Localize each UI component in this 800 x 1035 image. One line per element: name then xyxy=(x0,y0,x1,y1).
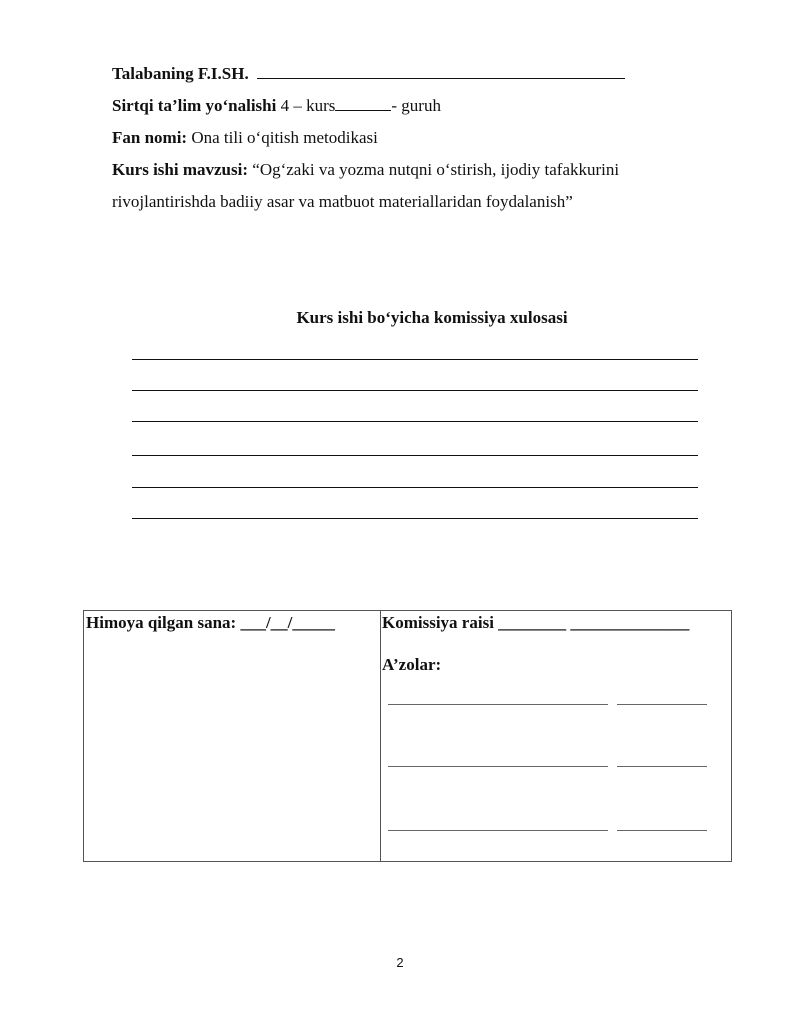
conclusion-line[interactable] xyxy=(132,487,698,488)
topic-line-1 xyxy=(112,160,619,180)
conclusion-line[interactable] xyxy=(132,455,698,456)
member-signature-line[interactable] xyxy=(617,766,707,767)
topic-line-2 xyxy=(112,192,573,212)
member-name-line[interactable] xyxy=(388,766,608,767)
commission-chair-label: Komissiya raisi ________ ______________ xyxy=(382,613,690,632)
topic-label: Kurs ishi mavzusi: xyxy=(112,160,249,179)
page-number: 2 xyxy=(396,955,404,970)
topic-text-2: rivojlantirishda badiiy asar va matbuot materiallaridan foydalanish” xyxy=(112,192,573,211)
student-name-label: Talabaning F.I.SH. xyxy=(112,64,249,83)
conclusion-line[interactable] xyxy=(132,390,698,391)
program-group: - guruh xyxy=(391,96,441,115)
member-signature-line[interactable] xyxy=(617,830,707,831)
table-divider xyxy=(380,611,381,861)
student-name-line xyxy=(112,64,625,84)
student-name-blank[interactable] xyxy=(257,64,625,79)
subject-label: Fan nomi: xyxy=(112,128,188,147)
defense-date-label: Himoya qilgan sana: ___/__/_____ xyxy=(86,613,335,632)
defense-table xyxy=(83,610,732,862)
member-name-line[interactable] xyxy=(388,704,608,705)
topic-text-1: “Og‘zaki va yozma nutqni o‘stirish, ijodiy tafakkurini xyxy=(252,160,620,179)
conclusion-line[interactable] xyxy=(132,421,698,422)
member-signature-line[interactable] xyxy=(617,704,707,705)
program-line xyxy=(112,96,441,116)
program-course: 4 – kurs xyxy=(280,96,336,115)
subject-line xyxy=(112,128,378,148)
commission-title: Kurs ishi bo‘yicha komissiya xulosasi xyxy=(296,308,568,327)
program-label: Sirtqi ta’lim yo‘nalishi xyxy=(112,96,277,115)
members-label: A’zolar: xyxy=(382,655,442,674)
subject-value: Ona tili o‘qitish metodikasi xyxy=(191,128,378,147)
conclusion-line[interactable] xyxy=(132,518,698,519)
member-name-line[interactable] xyxy=(388,830,608,831)
conclusion-line[interactable] xyxy=(132,359,698,360)
group-blank[interactable] xyxy=(335,96,391,111)
